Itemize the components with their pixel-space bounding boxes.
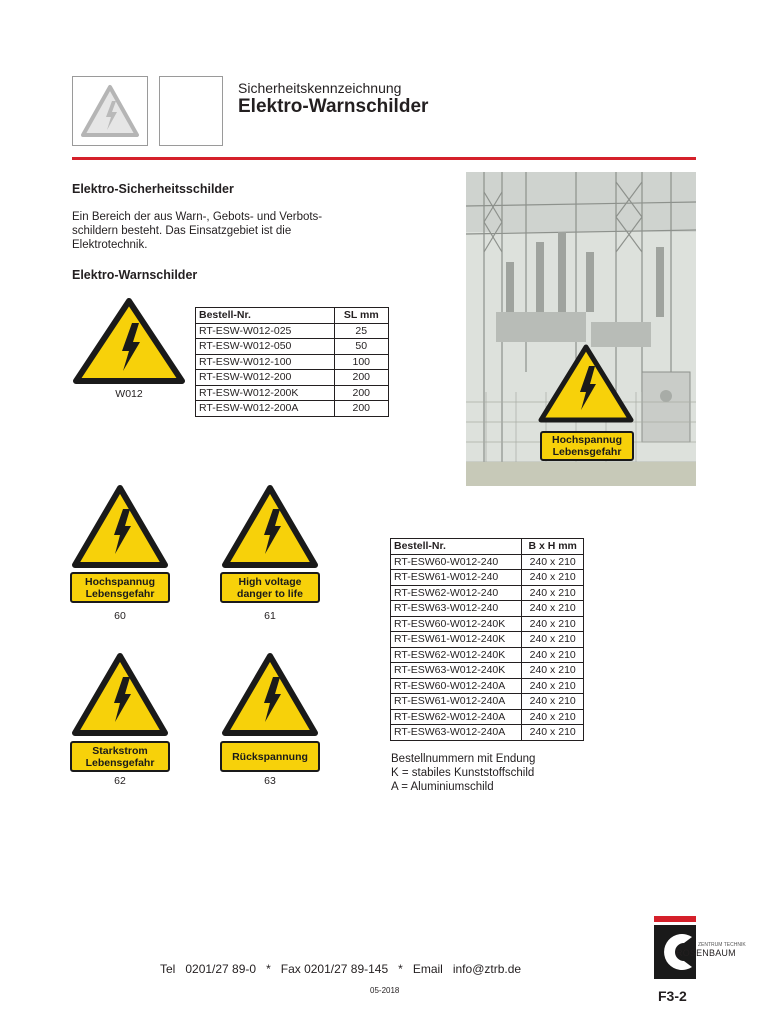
size-cell: 200 [334,385,388,401]
table-header-row [391,539,584,555]
dimensions-cell: 240 x 210 [522,694,584,710]
order-no-cell: RT-ESW60-W012-240K [391,616,522,632]
table-row [196,385,389,401]
high-voltage-warning-sign [536,342,636,426]
footer-date: 05-2018 [370,986,400,995]
table-row [391,616,584,632]
order-no-cell: RT-ESW62-W012-240 [391,585,522,601]
note-line: Bestellnummern mit Endung [391,753,536,765]
table-row [391,632,584,648]
table-row [391,585,584,601]
sign-label-line1: Starkstrom [92,744,148,757]
table-row [391,570,584,586]
dimensions-cell: 240 x 210 [522,585,584,601]
footer-contact: Tel 0201/27 89-0 * Fax 0201/27 89-145 * Email info@ztrb.de [160,962,522,976]
dimensions-cell: 240 x 210 [522,709,584,725]
header-icon-box [72,76,148,146]
order-no-cell: RT-ESW61-W012-240A [391,694,522,710]
order-notes [391,752,591,794]
table-row [391,647,584,663]
intro-text [72,210,372,252]
sign-label-line1: Rückspannung [232,750,308,763]
size-cell: 50 [334,339,388,355]
sign-label-line2: Lebensgefahr [85,756,155,769]
high-voltage-warning-sign [70,483,170,571]
order-no-cell: RT-ESW63-W012-240 [391,601,522,617]
table-header-row [196,308,389,324]
table-row [391,725,584,741]
order-no-cell: RT-ESW60-W012-240 [391,554,522,570]
intro-line: Ein Bereich der aus Warn-, Gebots- und Verbots- [72,211,323,223]
product-table-w012 [195,307,389,417]
order-no-cell: RT-ESW-W012-100 [196,354,335,370]
sign-caption-60: 60 [114,610,126,622]
column-header-dimensions: B x H mm [522,539,584,555]
dimensions-cell: 240 x 210 [522,725,584,741]
table-row [391,663,584,679]
size-cell: 100 [334,354,388,370]
order-no-cell: RT-ESW61-W012-240K [391,632,522,648]
photo-sign-label [540,431,634,461]
order-no-cell: RT-ESW-W012-025 [196,323,335,339]
header-empty-box [159,76,223,146]
note-line: A = Aluminiumschild [391,781,494,793]
size-cell: 200 [334,370,388,386]
order-no-cell: RT-ESW63-W012-240A [391,725,522,741]
section-heading-sicherheitsschilder: Elektro-Sicherheitsschilder [72,182,234,196]
order-no-cell: RT-ESW63-W012-240K [391,663,522,679]
logo-name: ROSENBAUM [676,948,736,958]
photo-sign-line1: Hochspannug [552,434,622,446]
order-no-cell: RT-ESW62-W012-240A [391,709,522,725]
order-no-cell: RT-ESW62-W012-240K [391,647,522,663]
table-row [196,354,389,370]
sign-caption-62: 62 [114,775,126,787]
column-header-size: SL mm [334,308,388,324]
sign-label-62 [70,741,170,772]
table-row [196,339,389,355]
intro-line: schildern besteht. Das Einsatzgebiet ist die [72,225,292,237]
page-title: Elektro-Warnschilder [238,96,429,117]
dimensions-cell: 240 x 210 [522,647,584,663]
dimensions-cell: 240 x 210 [522,554,584,570]
sign-caption-w012: W012 [115,388,143,400]
sign-label-60 [70,572,170,603]
sign-label-line2: danger to life [237,587,303,600]
order-no-cell: RT-ESW-W012-200K [196,385,335,401]
product-table-signs [390,538,584,741]
note-line: K = stabiles Kunststoffschild [391,767,535,779]
high-voltage-warning-sign [220,651,320,739]
table-row [391,694,584,710]
page-number: F3-2 [658,988,687,1004]
header-red-rule [72,157,696,160]
sign-label-line1: High voltage [238,575,302,588]
table-row [391,678,584,694]
table-row [391,554,584,570]
order-no-cell: RT-ESW-W012-200 [196,370,335,386]
table-row [196,370,389,386]
sign-label-63 [220,741,320,772]
logo-red-bar [654,916,696,922]
header-subtitle: Sicherheitskennzeichnung [238,80,402,96]
section-heading-warnschilder: Elektro-Warnschilder [72,268,198,282]
column-header-order-no: Bestell-Nr. [196,308,335,324]
logo-tagline: ZENTRUM TECHNIK [698,942,746,948]
size-cell: 25 [334,323,388,339]
order-no-cell: RT-ESW-W012-050 [196,339,335,355]
table-row [391,601,584,617]
substation-photo [466,172,696,486]
sign-label-line1: Hochspannug [85,575,155,588]
sign-label-61 [220,572,320,603]
warning-triangle-icon [73,77,147,145]
dimensions-cell: 240 x 210 [522,601,584,617]
dimensions-cell: 240 x 210 [522,616,584,632]
table-row [196,401,389,417]
table-row [391,709,584,725]
dimensions-cell: 240 x 210 [522,570,584,586]
table-row [196,323,389,339]
size-cell: 200 [334,401,388,417]
column-header-order-no: Bestell-Nr. [391,539,522,555]
high-voltage-warning-sign [70,651,170,739]
high-voltage-warning-sign [220,483,320,571]
dimensions-cell: 240 x 210 [522,678,584,694]
sign-caption-63: 63 [264,775,276,787]
order-no-cell: RT-ESW60-W012-240A [391,678,522,694]
sign-caption-61: 61 [264,610,276,622]
order-no-cell: RT-ESW-W012-200A [196,401,335,417]
intro-line: Elektrotechnik. [72,239,148,251]
dimensions-cell: 240 x 210 [522,663,584,679]
order-no-cell: RT-ESW61-W012-240 [391,570,522,586]
sign-label-line2: Lebensgefahr [85,587,155,600]
high-voltage-warning-sign [70,295,188,387]
photo-sign-line2: Lebensgefahr [552,446,622,458]
dimensions-cell: 240 x 210 [522,632,584,648]
